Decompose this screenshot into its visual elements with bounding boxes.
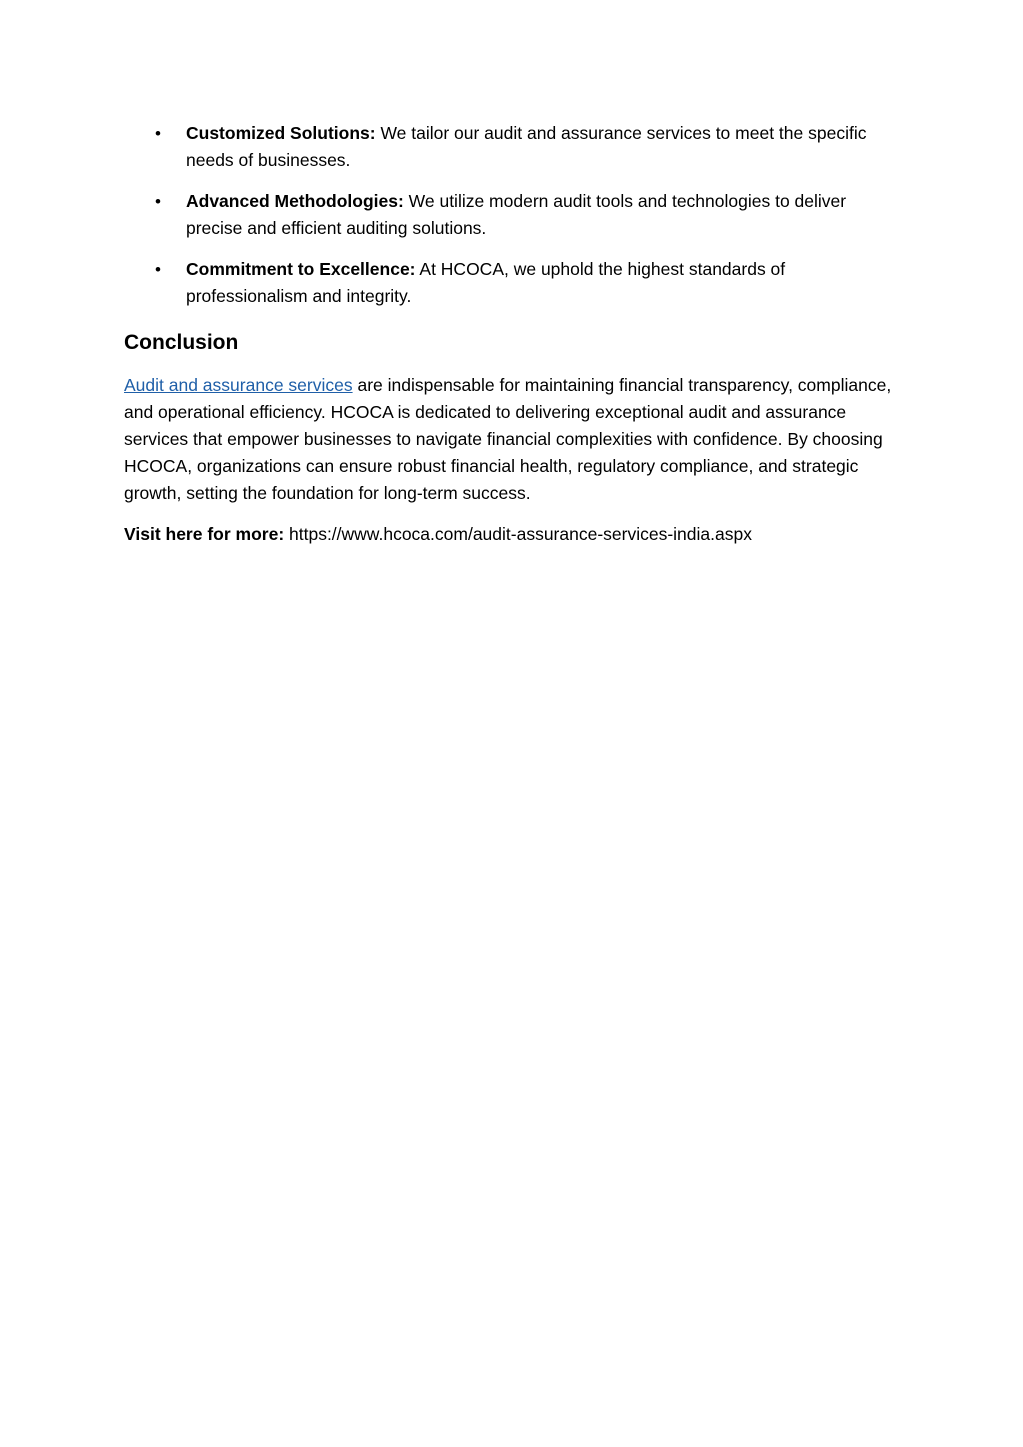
benefits-list [124,120,904,310]
conclusion-paragraph [124,372,904,507]
list-item-text: We utilize modern audit tools and technologies to deliver precise and efficient auditing solutions. [186,191,847,238]
list-item [124,120,904,174]
audit-services-link[interactable]: Audit and assurance services [124,375,353,395]
list-item-text: At HCOCA, we uphold the highest standards of professionalism and integrity. [186,259,786,306]
bullet-icon: • [155,124,161,143]
visit-label: Visit here for more: [124,524,285,544]
visit-url: https://www.hcoca.com/audit-assurance-services-india.aspx [284,524,752,544]
conclusion-heading: Conclusion [124,331,239,354]
list-item [124,188,904,242]
list-item-text: We tailor our audit and assurance services to meet the specific needs of businesses. [186,123,867,170]
bullet-icon: • [155,192,161,211]
list-item-label: Advanced Methodologies: [186,191,404,211]
document-page [124,120,904,562]
list-item [124,256,904,310]
visit-paragraph [124,521,904,548]
list-item-label: Customized Solutions: [186,123,376,143]
conclusion-body: are indispensable for maintaining financial transparency, compliance, and operational efficiency. HCOCA is dedicated to delivering exceptional audit and assurance services that empower businesses to navigate financial complexities with confidence. By choosing HCOCA, organizations can ensure robust financial health, regulatory compliance, and strategic growth, setting the foundation for long-term success. [124,375,892,503]
bullet-icon: • [155,260,161,279]
list-item-label: Commitment to Excellence: [186,259,416,279]
